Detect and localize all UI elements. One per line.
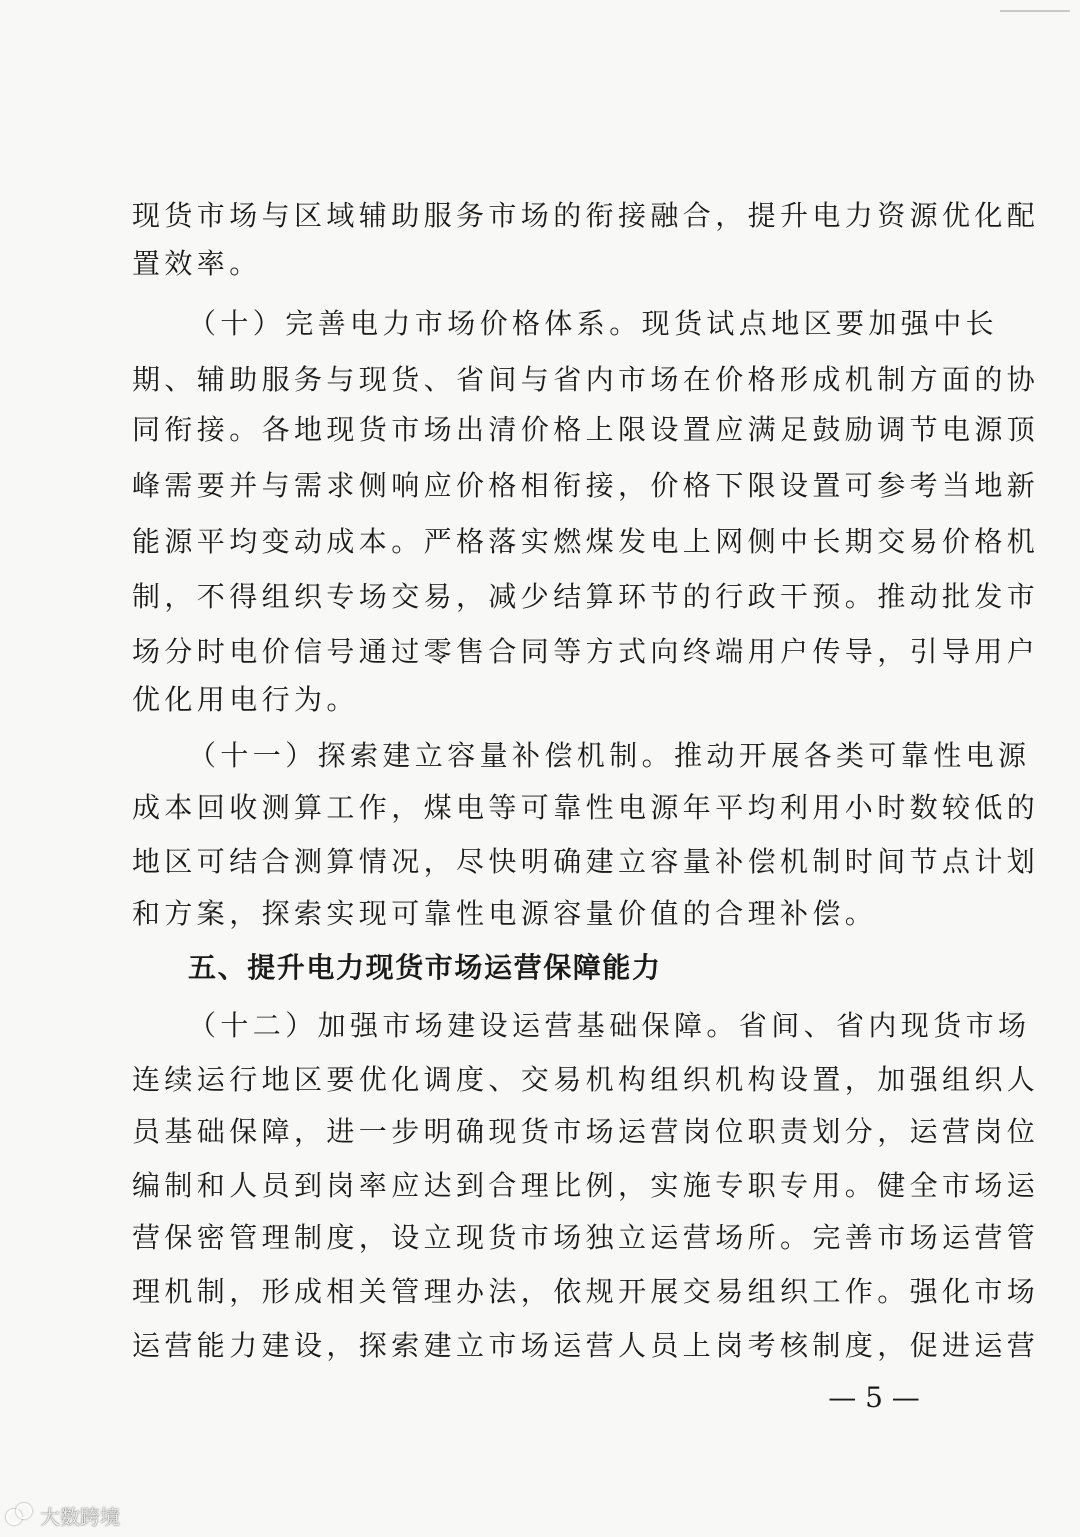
text-line: 峰需要并与需求侧响应价格相衔接，价格下限设置可参考当地新: [132, 469, 1040, 502]
circles-logo-icon: [6, 1503, 34, 1527]
text-line: 置效率。: [132, 247, 262, 280]
text-line: （十一）探索建立容量补偿机制。推动开展各类可靠性电源: [188, 739, 1031, 772]
scan-corner-mark: [1000, 10, 1070, 12]
text-line: 和方案，探索实现可靠性电源容量价值的合理补偿。: [132, 897, 878, 930]
watermark-text: 大数跨境: [40, 1504, 120, 1529]
text-line: 制，不得组织专场交易，减少结算环节的行政干预。推动批发市: [132, 580, 1040, 613]
text-line: 营保密管理制度，设立现货市场独立运营场所。完善市场运营管: [132, 1221, 1040, 1254]
text-line: （十二）加强市场建设运营基础保障。省间、省内现货市场: [188, 1009, 1031, 1042]
text-line: 运营能力建设，探索建立市场运营人员上岗考核制度，促进运营: [132, 1329, 1040, 1362]
page-number: — 5 —: [828, 1381, 920, 1414]
text-line: 编制和人员到岗率应达到合理比例，实施专职专用。健全市场运: [132, 1169, 1040, 1202]
text-line: 优化用电行为。: [132, 683, 359, 716]
text-line: 地区可结合测算情况，尽快明确建立容量补偿机制时间节点计划: [132, 845, 1040, 878]
text-line: 期、辅助服务与现货、省间与省内市场在价格形成机制方面的协: [132, 363, 1040, 396]
text-line: 场分时电价信号通过零售合同等方式向终端用户传导，引导用户: [132, 635, 1040, 668]
section-heading: 五、提升电力现货市场运营保障能力: [188, 951, 662, 984]
text-line: 员基础保障，进一步明确现货市场运营岗位职责划分，运营岗位: [132, 1115, 1040, 1148]
text-line: 现货市场与区域辅助服务市场的衔接融合，提升电力资源优化配: [132, 199, 1040, 232]
watermark: [6, 1500, 120, 1530]
text-line: 成本回收测算工作，煤电等可靠性电源年平均利用小时数较低的: [132, 791, 1040, 824]
text-line: 能源平均变动成本。严格落实燃煤发电上网侧中长期交易价格机: [132, 525, 1040, 558]
text-line: （十）完善电力市场价格体系。现货试点地区要加强中长: [188, 307, 999, 340]
text-line: 同衔接。各地现货市场出清价格上限设置应满足鼓励调节电源顶: [132, 413, 1040, 446]
text-line: 连续运行地区要优化调度、交易机构组织机构设置，加强组织人: [132, 1063, 1040, 1096]
text-line: 理机制，形成相关管理办法，依规开展交易组织工作。强化市场: [132, 1275, 1040, 1308]
